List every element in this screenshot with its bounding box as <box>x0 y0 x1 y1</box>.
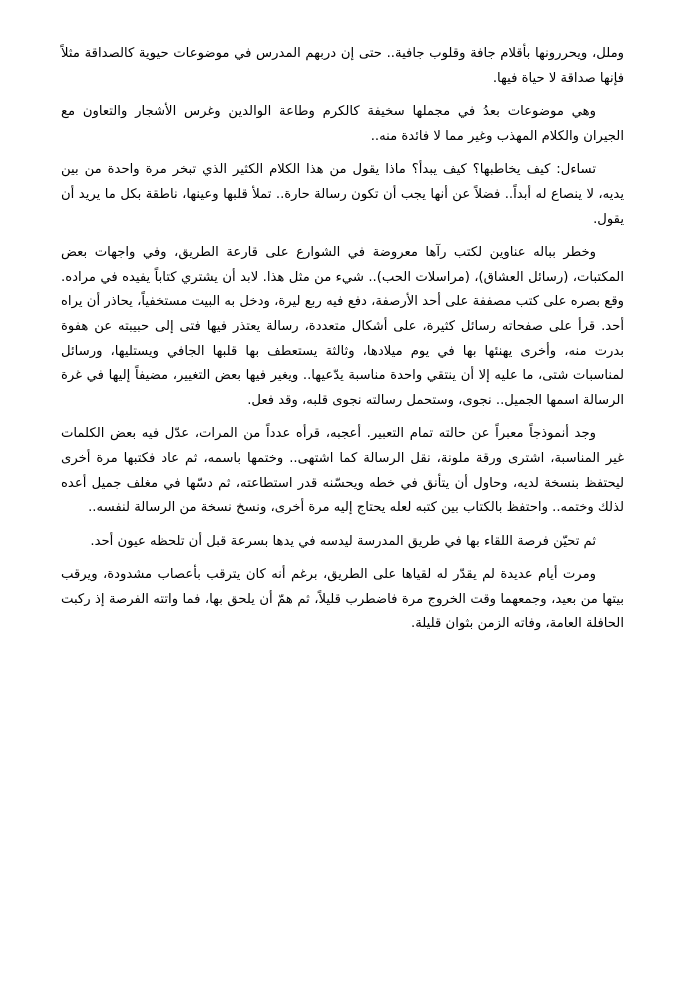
paragraph-2: وهي موضوعات بعدُ في مجملها سخيفة كالكرم وطاعة الوالدين وغرس الأشجار والتعاون مع الجيران والكلام المهذب وغير مما لا فائدة منه.. <box>61 104 624 144</box>
paragraph-7: ومرت أيام عديدة لم يقدّر له لقياها على الطريق، برغم أنه كان يترقب بأعصاب مشدودة، ويرقب بيتها من بعيد، وجمعهما وقت الخروج مرة فاضطرب قليلاً، ثم همّ أن يلحق بها، فما واتته الفرصة إذ ركبت الحافلة العامة، وفاته الزمن بثوان قليلة. <box>61 567 624 632</box>
document-page <box>61 42 624 646</box>
paragraph-3: تساءل: كيف يخاطبها؟ كيف يبدأ؟ ماذا يقول من هذا الكلام الكثير الذي تبخر مرة واحدة من بين يديه، لا ينصاع له أبداً.. فضلاً عن أنها يجب أن تكون رسالة حارة.. تملأ قلبها وعينها، ناطقة بكل ما يريد أن يقول. <box>61 162 624 227</box>
paragraph-1: وملل، ويحررونها بأقلام جافة وقلوب جافية.. حتى إن دربهم المدرس في موضوعات حيوية كالصداقة مثلاً فإنها صداقة لا حياة فيها. <box>61 46 624 86</box>
paragraph-5: وجد أنموذجاً معبراً عن حالته تمام التعبير. أعجبه، قرأه عدداً من المرات، عدّل فيه بعض الكلمات غير المناسبة، اشترى ورقة ملونة، نقل الرسالة كما اشتهى.. وختمها باسمه، ثم عاد فكتبها مرة أخرى ليحتفظ بنسخة لديه، وحاول أن يتأنق في خطه ويحسّنه قدر استطاعته، ثم دسّها في مغلف جميل أعده لذلك وختمه.. واحتفظ بالكتاب بين كتبه لعله يحتاج إليه مرة أخرى، ونسخ نسخة من الرسالة لنفسه.. <box>61 426 624 516</box>
paragraph-6: ثم تحيّن فرصة اللقاء بها في طريق المدرسة ليدسه في يدها بسرعة قبل أن تلحظه عيون أحد. <box>90 533 596 549</box>
paragraph-4: وخطر بباله عناوين لكتب رآها معروضة في الشوارع على قارعة الطريق، وفي واجهات بعض المكتبات، (رسائل العشاق)، (مراسلات الحب).. شيء من مثل هذا. لابد أن يشتري كتاباً يفيده في مراده. وقع بصره على كتب مصففة على أحد الأرصفة، دفع فيه ربع ليرة، ودخل به البيت مستخفياً، يحاذر أن يراه أحد. قرأ على صفحاته رسائل كثيرة، على أشكال متعددة، رسالة يعتذر فيها فتى إلى حبيبته عن هفوة بدرت منه، وأخرى يهنئها بها في يوم ميلادها، وثالثة يستعطف بها قلبها الجافي ويستليها، ورسائل لمناسبات شتى، ما عليه إلا أن ينتقي واحدة مناسبة يدّعيها.. ويغير فيها بعض التغيير، مضيفاً إليها في غرة الرسالة اسمها الجميل.. نجوى، وستحمل رسالته نجوى قلبه، وقد فعل. <box>61 245 624 408</box>
